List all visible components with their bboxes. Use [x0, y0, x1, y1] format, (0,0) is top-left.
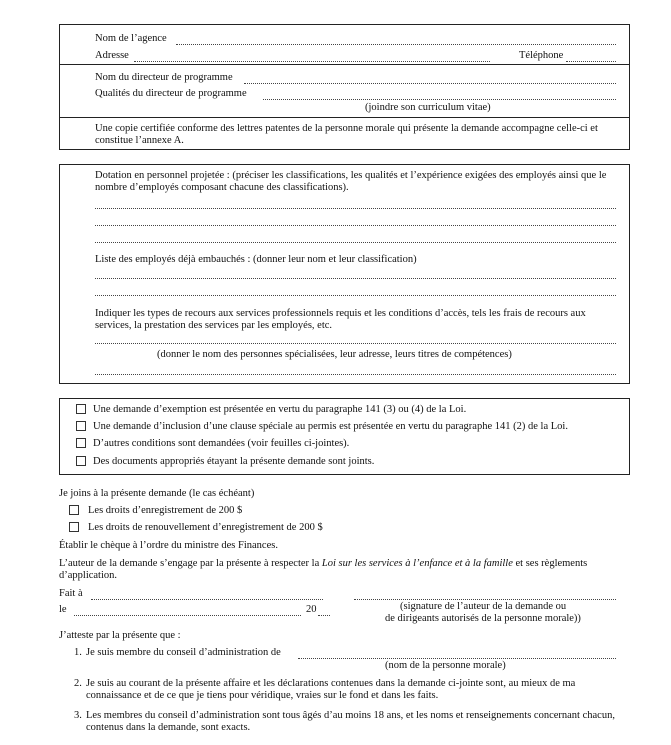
fee-option: Les droits de renouvellement d’enregistrement de 200 $ — [88, 522, 323, 533]
address-field[interactable] — [134, 61, 490, 62]
done-at-field[interactable] — [91, 599, 323, 600]
specialists-line[interactable] — [95, 374, 616, 375]
projected-staffing-line[interactable] — [95, 208, 616, 209]
registration-fee-checkbox[interactable] — [69, 505, 79, 515]
attestation-item-2: Je suis au courant de la présente affaire et les déclarations contenues dans la demande ci-jointe sont, au mieux de ma connaissance et de ce que je tiens pour véridique, vraies sur le fond et dans les faits. — [86, 678, 576, 701]
special-clause-checkbox[interactable] — [76, 421, 86, 431]
cheque-instruction: Établir le chèque à l’ordre du ministre des Finances. — [59, 540, 278, 551]
cv-note: (joindre son curriculum vitae) — [365, 102, 491, 113]
agency-name-label: Nom de l’agence — [95, 33, 167, 44]
request-item: D’autres conditions sont demandées (voir feuilles ci-jointes). — [93, 438, 350, 449]
supporting-documents-checkbox[interactable] — [76, 456, 86, 466]
director-qualifications-label: Qualités du directeur de programme — [95, 88, 247, 99]
director-name-label: Nom du directeur de programme — [95, 72, 233, 83]
specialists-note: (donner le nom des personnes spécialisées, leur adresse, leurs titres de compétences) — [157, 349, 512, 360]
phone-field[interactable] — [566, 61, 616, 62]
attestation-item-3: Les membres du conseil d’administration sont tous âgés d’au moins 18 ans, et les noms et renseignements concernant chacun, contenus dans la demande, sont exacts. — [86, 710, 615, 733]
director-qualifications-field[interactable] — [263, 99, 616, 100]
exemption-checkbox[interactable] — [76, 404, 86, 414]
projected-staffing-line[interactable] — [95, 225, 616, 226]
projected-staffing-line[interactable] — [95, 242, 616, 243]
signature-note: (signature de l’auteur de la demande ou — [400, 601, 567, 612]
request-item: Des documents appropriés étayant la présente demande sont joints. — [93, 456, 375, 467]
director-name-field[interactable] — [244, 83, 616, 84]
address-label: Adresse — [95, 50, 129, 61]
signature-field[interactable] — [354, 599, 616, 600]
attestation-number: 2. — [74, 678, 82, 689]
undertaking-after: et ses règlements — [512, 558, 588, 569]
attestation-number: 1. — [74, 647, 82, 658]
done-at-label: Fait à — [59, 588, 83, 599]
fee-option: Les droits d’enregistrement de 200 $ — [88, 505, 243, 516]
request-item: Une demande d’inclusion d’une clause spéciale au permis est présentée en vertu du paragraphe 141 (2) de la Loi. — [93, 421, 568, 432]
year-field[interactable] — [318, 615, 330, 616]
attestation-item-1: Je suis membre du conseil d’administration de — [86, 647, 281, 658]
fees-intro: Je joins à la présente demande (le cas échéant) — [59, 488, 255, 499]
divider — [59, 117, 630, 118]
hired-staff-line[interactable] — [95, 278, 616, 279]
attestation-number: 3. — [74, 710, 82, 721]
projected-staffing-text: Dotation en personnel projetée : (préciser les classifications, les qualités et l’expérience exigées des employés ainsi que le nombre d’employés composant chacune des classifications). — [95, 170, 607, 193]
hired-staff-line[interactable] — [95, 295, 616, 296]
hired-staff-text: Liste des employés déjà embauchés : (donner leur nom et leur classification) — [95, 254, 417, 265]
agency-name-field[interactable] — [176, 44, 616, 45]
renewal-fee-checkbox[interactable] — [69, 522, 79, 532]
request-item: Une demande d’exemption est présentée en vertu du paragraphe 141 (3) ou (4) de la Loi. — [93, 404, 467, 415]
phone-label: Téléphone — [519, 50, 564, 61]
signature-note: de dirigeants autorisés de la personne morale)) — [385, 613, 581, 624]
undertaking-text — [59, 558, 587, 570]
other-conditions-checkbox[interactable] — [76, 438, 86, 448]
corporation-name-field[interactable] — [298, 658, 616, 659]
services-line[interactable] — [95, 343, 616, 344]
undertaking-before: L’auteur de la demande s’engage par la présente à respecter la — [59, 558, 322, 569]
date-label: le — [59, 604, 67, 615]
year-prefix: 20 — [306, 604, 317, 615]
date-field[interactable] — [74, 615, 301, 616]
corporation-name-note: (nom de la personne morale) — [385, 660, 506, 671]
attestation-intro: J’atteste par la présente que : — [59, 630, 181, 641]
divider — [59, 64, 630, 65]
letters-patent-text: Une copie certifiée conforme des lettres patentes de la personne morale qui présente la demande accompagne celle-ci et constitue l’annexe A. — [95, 123, 598, 146]
law-title: Loi sur les services à l’enfance et à la famille — [321, 558, 513, 569]
services-text: Indiquer les types de recours aux services professionnels requis et les conditions d’accès, tels les frais de recours aux services, la prestation des services par les employés, etc. — [95, 308, 586, 331]
undertaking-text-line2: d’application. — [59, 570, 118, 581]
